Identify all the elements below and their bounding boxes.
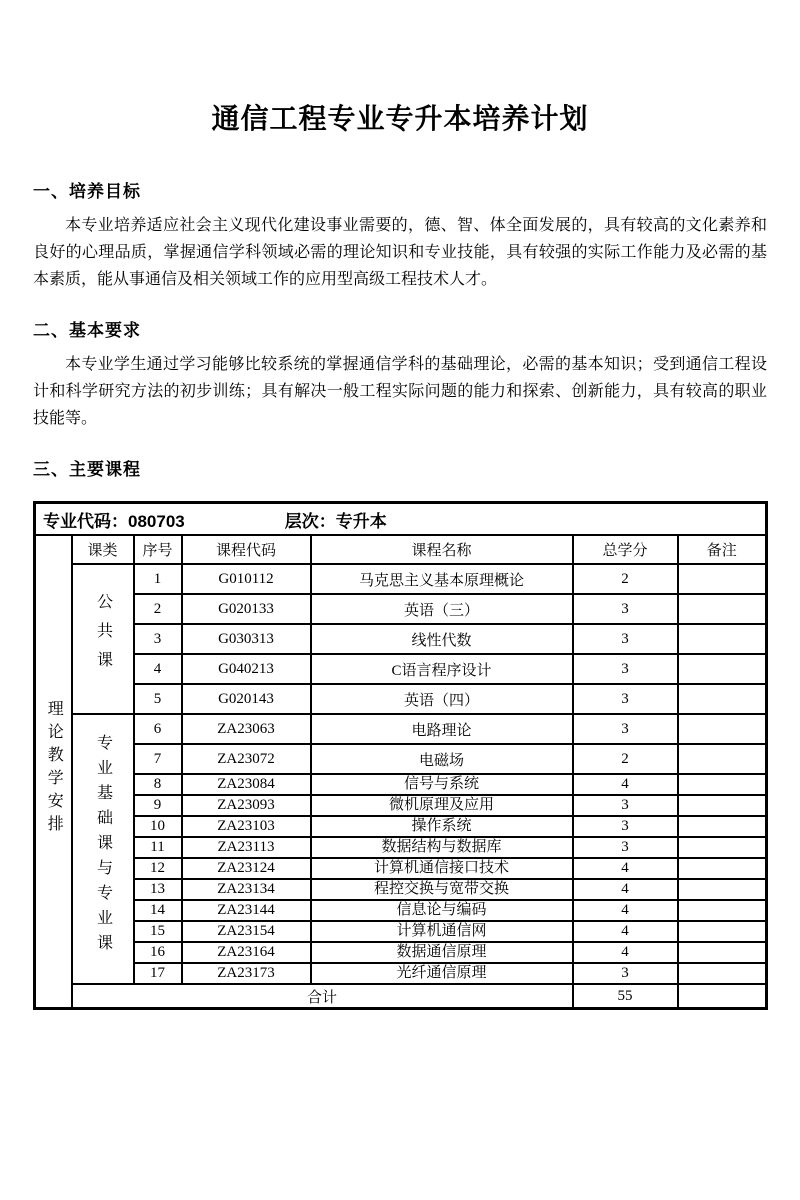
total-label-cell: 合计 (72, 984, 573, 1009)
course-credits-cell: 3 (573, 816, 678, 837)
course-group-cell (72, 564, 134, 714)
course-no-cell: 10 (134, 816, 182, 837)
course-no-cell: 9 (134, 795, 182, 816)
course-remark-cell (678, 921, 767, 942)
col-header-remark: 备注 (678, 535, 767, 564)
side-label: 理论教学安排 (45, 700, 63, 838)
course-no-cell: 13 (134, 879, 182, 900)
course-code-cell: ZA23084 (182, 774, 311, 795)
course-code-cell: ZA23134 (182, 879, 311, 900)
course-no-cell: 11 (134, 837, 182, 858)
side-label-cell (35, 535, 72, 1009)
course-remark-cell (678, 816, 767, 837)
course-credits-cell: 3 (573, 624, 678, 654)
course-credits-cell: 4 (573, 921, 678, 942)
course-group-cell (72, 714, 134, 984)
course-remark-cell (678, 795, 767, 816)
course-no-cell: 16 (134, 942, 182, 963)
section-2-paragraph: 本专业学生通过学习能够比较系统的掌握通信学科的基础理论，必需的基本知识；受到通信工程设计和科学研究方法的初步训练；具有解决一般工程实际问题的能力和探索、创新能力，具有较高的职业技能等。 (33, 356, 767, 427)
level-label: 层次： (284, 511, 336, 531)
course-credits-cell: 4 (573, 942, 678, 963)
section-3-heading: 三、主要课程 (33, 460, 141, 479)
course-code-cell: ZA23063 (182, 714, 311, 744)
course-name-cell: 英语（四） (311, 684, 573, 714)
course-row (35, 921, 767, 942)
course-row (35, 858, 767, 879)
course-table (33, 501, 768, 1010)
course-row (35, 942, 767, 963)
course-code-cell: ZA23113 (182, 837, 311, 858)
course-credits-cell: 3 (573, 684, 678, 714)
course-row (35, 564, 767, 594)
course-row (35, 837, 767, 858)
course-no-cell: 15 (134, 921, 182, 942)
course-no-cell: 2 (134, 594, 182, 624)
course-name-cell: 信号与系统 (311, 774, 573, 795)
course-code-cell: G040213 (182, 654, 311, 684)
course-code-cell: G010112 (182, 564, 311, 594)
course-row (35, 963, 767, 984)
course-name-cell: 微机原理及应用 (311, 795, 573, 816)
course-credits-cell: 2 (573, 744, 678, 774)
total-remark-cell (678, 984, 767, 1009)
table-header-row (35, 535, 767, 564)
major-code-value: 080703 (128, 511, 185, 531)
course-remark-cell (678, 837, 767, 858)
col-header-code: 课程代码 (182, 535, 311, 564)
course-credits-cell: 4 (573, 774, 678, 795)
course-remark-cell (678, 624, 767, 654)
course-credits-cell: 3 (573, 963, 678, 984)
course-name-cell: 程控交换与宽带交换 (311, 879, 573, 900)
course-remark-cell (678, 654, 767, 684)
course-no-cell: 14 (134, 900, 182, 921)
course-code-cell: G020143 (182, 684, 311, 714)
course-name-cell: 英语（三） (311, 594, 573, 624)
page-title: 通信工程专业专升本培养计划 (211, 103, 589, 134)
course-name-cell: 马克思主义基本原理概论 (311, 564, 573, 594)
course-code-cell: ZA23072 (182, 744, 311, 774)
course-remark-cell (678, 714, 767, 744)
course-row (35, 684, 767, 714)
col-header-no: 序号 (134, 535, 182, 564)
course-no-cell: 8 (134, 774, 182, 795)
course-code-cell: ZA23124 (182, 858, 311, 879)
course-group-label: 公共课 (94, 593, 112, 680)
course-no-cell: 1 (134, 564, 182, 594)
course-name-cell: 数据通信原理 (311, 942, 573, 963)
course-name-cell: 电路理论 (311, 714, 573, 744)
course-remark-cell (678, 879, 767, 900)
course-code-cell: ZA23164 (182, 942, 311, 963)
course-code-cell: ZA23154 (182, 921, 311, 942)
course-remark-cell (678, 900, 767, 921)
course-name-cell: 计算机通信接口技术 (311, 858, 573, 879)
course-name-cell: 信息论与编码 (311, 900, 573, 921)
course-row (35, 879, 767, 900)
col-header-credits: 总学分 (573, 535, 678, 564)
course-group-label: 专业基础课与专业课 (94, 734, 112, 959)
course-code-cell: ZA23103 (182, 816, 311, 837)
course-code-cell: ZA23093 (182, 795, 311, 816)
course-remark-cell (678, 774, 767, 795)
col-header-name: 课程名称 (311, 535, 573, 564)
course-credits-cell: 4 (573, 879, 678, 900)
course-credits-cell: 3 (573, 795, 678, 816)
course-row (35, 744, 767, 774)
course-code-cell: G030313 (182, 624, 311, 654)
course-name-cell: 光纤通信原理 (311, 963, 573, 984)
course-code-cell: ZA23173 (182, 963, 311, 984)
course-credits-cell: 4 (573, 900, 678, 921)
course-remark-cell (678, 963, 767, 984)
course-no-cell: 5 (134, 684, 182, 714)
course-row (35, 594, 767, 624)
course-name-cell: 操作系统 (311, 816, 573, 837)
course-remark-cell (678, 942, 767, 963)
course-credits-cell: 4 (573, 858, 678, 879)
course-remark-cell (678, 858, 767, 879)
course-name-cell: 计算机通信网 (311, 921, 573, 942)
course-remark-cell (678, 684, 767, 714)
course-remark-cell (678, 744, 767, 774)
course-credits-cell: 3 (573, 654, 678, 684)
course-name-cell: 数据结构与数据库 (311, 837, 573, 858)
course-code-cell: G020133 (182, 594, 311, 624)
major-code-label: 专业代码： (43, 511, 128, 531)
course-no-cell: 6 (134, 714, 182, 744)
course-row (35, 900, 767, 921)
course-row (35, 774, 767, 795)
course-no-cell: 12 (134, 858, 182, 879)
course-credits-cell: 3 (573, 714, 678, 744)
course-row (35, 654, 767, 684)
course-credits-cell: 3 (573, 594, 678, 624)
course-name-cell: C语言程序设计 (311, 654, 573, 684)
course-row (35, 795, 767, 816)
table-meta-row (35, 503, 767, 536)
section-1-paragraph: 本专业培养适应社会主义现代化建设事业需要的，德、智、体全面发展的，具有较高的文化素养和良好的心理品质，掌握通信学科领域必需的理论知识和专业技能，具有较强的实际工作能力及必需的基本素质，能从事通信及相关领域工作的应用型高级工程技术人才。 (33, 217, 767, 288)
course-credits-cell: 2 (573, 564, 678, 594)
total-row (35, 984, 767, 1009)
course-row (35, 714, 767, 744)
course-remark-cell (678, 564, 767, 594)
course-row (35, 624, 767, 654)
course-credits-cell: 3 (573, 837, 678, 858)
course-no-cell: 3 (134, 624, 182, 654)
course-remark-cell (678, 594, 767, 624)
col-header-category: 课类 (72, 535, 134, 564)
course-name-cell: 电磁场 (311, 744, 573, 774)
course-no-cell: 7 (134, 744, 182, 774)
course-no-cell: 17 (134, 963, 182, 984)
section-2-heading: 二、基本要求 (33, 321, 141, 340)
table-meta-cell (35, 503, 767, 536)
course-row (35, 816, 767, 837)
course-name-cell: 线性代数 (311, 624, 573, 654)
level-value: 专升本 (335, 511, 387, 531)
section-1-heading: 一、培养目标 (33, 182, 141, 201)
course-code-cell: ZA23144 (182, 900, 311, 921)
total-credits-cell: 55 (573, 984, 678, 1009)
course-no-cell: 4 (134, 654, 182, 684)
